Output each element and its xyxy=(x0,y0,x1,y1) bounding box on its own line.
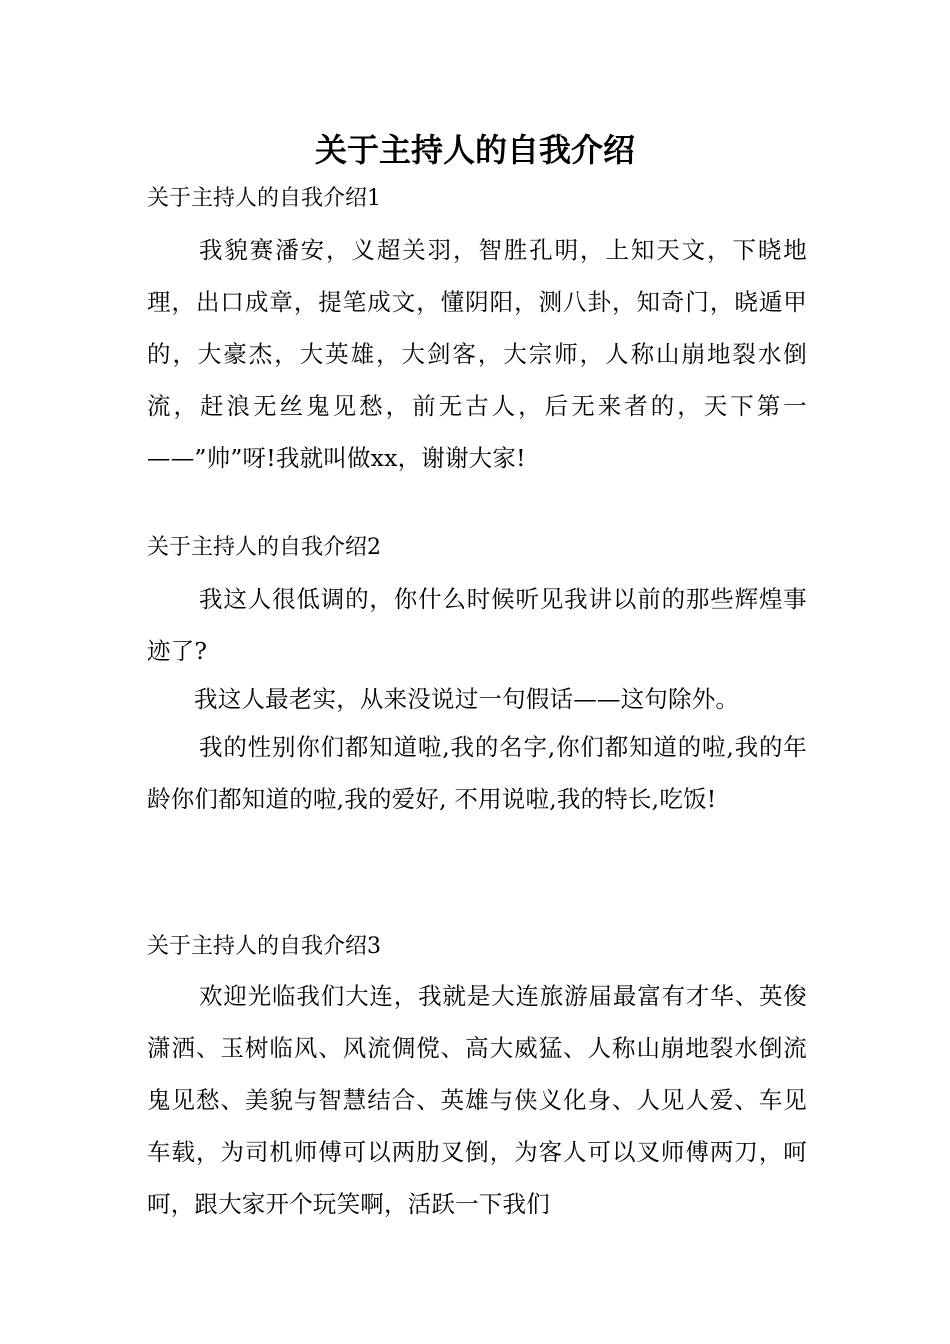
section-2-paragraph-2: 我这人最老实，从来没说过一句假话——这句除外。 xyxy=(194,685,740,713)
section-1-paragraph-1: 我貌赛潘安，义超关羽，智胜孔明，上知天文，下晓地理，出口成章，提笔成文，懂阴阳，测八卦，知奇门，晓遁甲的，大豪杰，大英雄，大剑客，大宗师，人称山崩地裂水倒流，赶浪无丝鬼见愁，前无古人，后无来者的，天下第一——”帅”呀!我就叫做xx，谢谢大家! xyxy=(147,236,807,472)
section-heading-1: 关于主持人的自我介绍1 xyxy=(147,186,381,211)
section-3-paragraph-1: 欢迎光临我们大连，我就是大连旅游届最富有才华、英俊潇洒、玉树临风、风流倜傥、高大威猛、人称山崩地裂水倒流鬼见愁、美貌与智慧结合、英雄与侠义化身、人见人爱、车见车载，为司机师傅可以两肋叉倒，为客人可以叉师傅两刀，呵呵，跟大家开个玩笑啊，活跃一下我们 xyxy=(147,982,807,1218)
section-heading-3: 关于主持人的自我介绍3 xyxy=(147,934,381,959)
document-title: 关于主持人的自我介绍 xyxy=(314,131,635,169)
section-2-paragraph-3: 我的性别你们都知道啦,我的名字,你们都知道的啦,我的年龄你们都知道的啦,我的爱好, 不用说啦,我的特长,吃饭! xyxy=(147,733,807,813)
section-2-paragraph-1: 我这人很低调的，你什么时候听见我讲以前的那些辉煌事迹了? xyxy=(147,585,807,665)
section-heading-2: 关于主持人的自我介绍2 xyxy=(147,535,381,560)
